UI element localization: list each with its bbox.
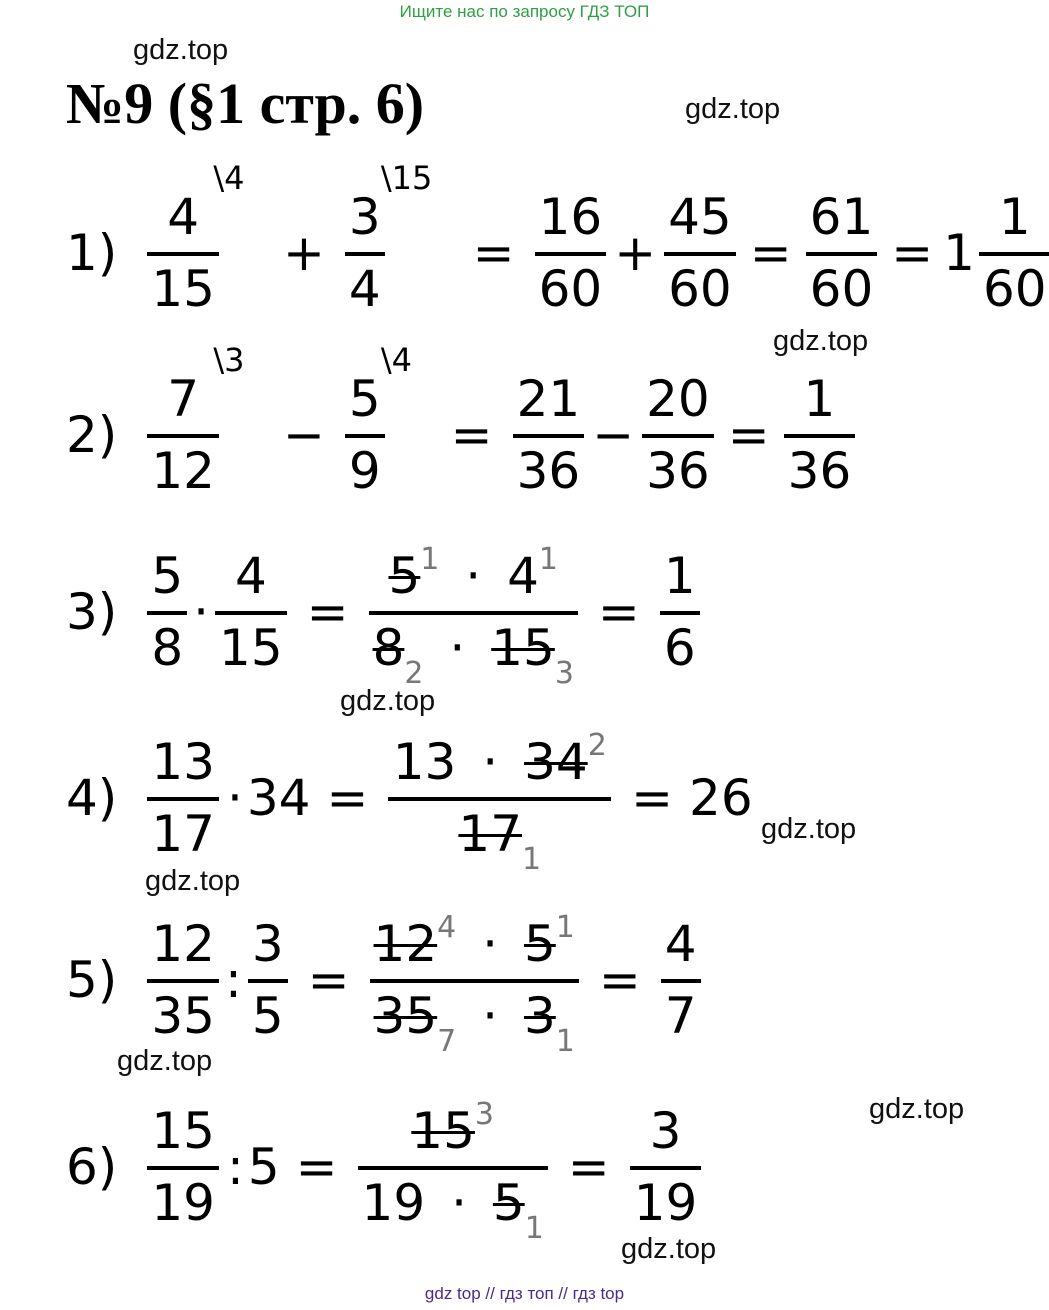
operator: − (592, 406, 635, 464)
fraction: $\frac{15}{19}$ (147, 1106, 219, 1228)
problem-number: 2) (66, 406, 118, 464)
equals-sign: = (307, 951, 350, 1009)
multiply-dot: · (226, 769, 243, 827)
watermark: gdz.top (621, 1233, 717, 1265)
fraction: $\frac{1}{6}$ (660, 551, 700, 673)
watermark: gdz.top (145, 865, 241, 897)
equals-sign: = (450, 406, 493, 464)
watermark: gdz.top (133, 34, 229, 66)
fraction: $\frac{4}{7}$ (661, 919, 701, 1041)
numerator: 4 (167, 188, 200, 246)
fraction: $\frac{12}{35}$ (147, 919, 219, 1041)
result: 26 (689, 769, 753, 827)
equals-sign: = (598, 951, 641, 1009)
denominator: 4 (345, 252, 385, 314)
problem-3 (66, 527, 704, 697)
numerator: 3 (348, 188, 381, 246)
equals-sign: = (326, 769, 369, 827)
fraction: $\frac{3}{19}$ (630, 1106, 702, 1228)
watermark: gdz.top (773, 325, 869, 357)
cancel-fraction: $\frac{5^1 \cdot 4^1}{8_2 \cdot 15_3}$ (369, 551, 578, 673)
divide-sign: : (226, 1138, 244, 1196)
equals-sign: = (597, 583, 640, 641)
fraction: $\frac{45}{60}$ (664, 192, 736, 314)
top-banner: Ищите нас по запросу ГДЗ ТОП (399, 2, 650, 21)
operator: + (282, 224, 325, 282)
fraction: $\frac{13}{17}$ (147, 737, 219, 859)
multiplier-hint: \4 (213, 159, 245, 197)
whole-part: 1 (943, 224, 975, 282)
fraction: \4 5 9 (345, 374, 385, 496)
fraction: $\frac{61}{60}$ (806, 192, 878, 314)
problem-number: 6) (66, 1138, 118, 1196)
problem-2 (66, 341, 859, 520)
watermark: gdz.top (340, 685, 436, 717)
operator: + (614, 224, 657, 282)
problem-1 (66, 159, 1049, 338)
multiplier-hint: \4 (380, 341, 412, 379)
fraction: $\frac{16}{60}$ (535, 192, 607, 314)
problem-number: 5) (66, 951, 118, 1009)
fraction: $\frac{20}{36}$ (642, 374, 714, 496)
fraction: $\frac{1}{36}$ (784, 374, 856, 496)
fraction (147, 159, 245, 318)
problem-5 (66, 895, 705, 1065)
problem-6: 6) $\frac{15}{19}$ : 5 = $\frac{15^3}{19 \cdot 5_1}$ = $\frac{3}{19}$ (66, 1082, 705, 1252)
problem-number: 1) (66, 224, 118, 282)
cancel-fraction: $\frac{12^4 \cdot 5^1}{35_7 \cdot 3_1}$ (370, 919, 579, 1041)
footer: gdz top // гдз топ // гдз top (424, 1284, 625, 1303)
fraction: \3 7 12 (147, 374, 219, 496)
multiplier-hint: \15 (380, 159, 433, 197)
cancel-fraction: $\frac{13 \cdot 34^2}{17_1}$ (388, 737, 611, 859)
fraction: $\frac{3}{5}$ (248, 919, 288, 1041)
problem-4: 4) $\frac{13}{17}$ · 34 = $\frac{13 \cdot 34^2}{17_1}$ = 26 (66, 728, 753, 877)
watermark: gdz.top (761, 813, 857, 845)
equals-sign: = (306, 583, 349, 641)
equals-sign: = (631, 769, 674, 827)
page-title: №9 (§1 стр. 6) (66, 71, 425, 136)
multiplier-hint: \3 (213, 341, 245, 379)
equals-sign: = (727, 406, 770, 464)
equals-sign: = (891, 224, 934, 282)
multiply-dot: · (193, 583, 210, 641)
equals-sign: = (472, 224, 515, 282)
cancel-fraction: $\frac{15^3}{19 \cdot 5_1}$ (358, 1106, 548, 1228)
denominator: 15 (147, 252, 219, 314)
problem-number: 4) (66, 769, 118, 827)
operator: − (282, 406, 325, 464)
equals-sign: = (567, 1138, 610, 1196)
problem-number: 3) (66, 583, 118, 641)
fraction: $\frac{4}{15}$ (215, 551, 287, 673)
fraction: $\frac{5}{8}$ (147, 551, 187, 673)
fraction (345, 159, 433, 318)
watermark: gdz.top (685, 93, 781, 125)
divide-sign: : (224, 951, 242, 1009)
equals-sign: = (749, 224, 792, 282)
watermark: gdz.top (117, 1045, 213, 1077)
equals-sign: = (295, 1138, 338, 1196)
fraction: $\frac{1}{60}$ (979, 192, 1049, 314)
fraction: $\frac{21}{36}$ (513, 374, 585, 496)
watermark: gdz.top (869, 1093, 965, 1125)
